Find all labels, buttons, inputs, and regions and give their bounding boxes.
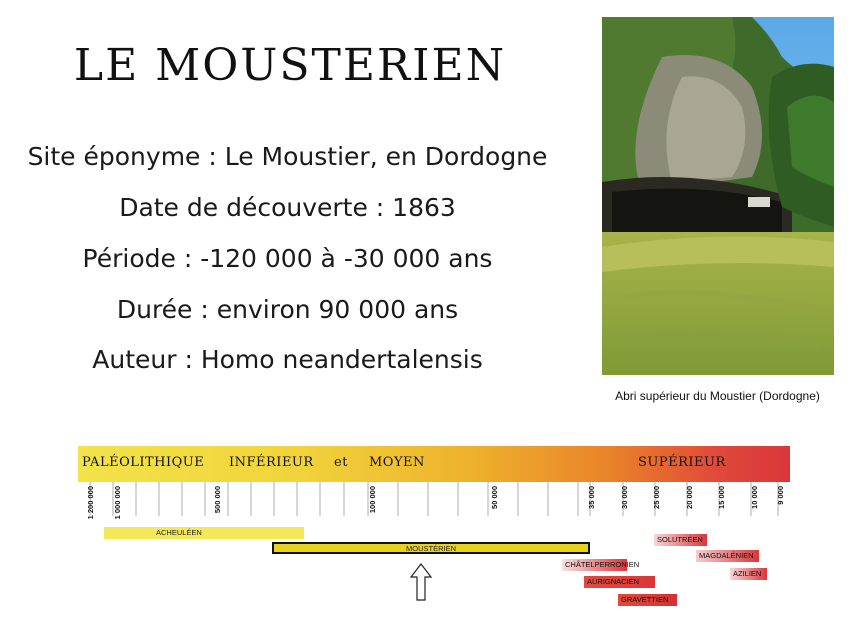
culture-aurignacien: AURIGNACIEN <box>584 576 655 588</box>
band-label-et: et <box>334 455 348 470</box>
timeline-ruler <box>78 482 790 522</box>
tick-label: 20 000 <box>685 486 694 509</box>
band-label-inferieur: INFÉRIEUR <box>229 455 314 470</box>
tick-label: 9 000 <box>776 486 785 505</box>
tick-label: 500 000 <box>213 486 222 514</box>
photo-caption: Abri supérieur du Moustier (Dordogne) <box>615 389 820 403</box>
rock-shelter-image <box>602 17 834 375</box>
culture-mousterien: MOUSTÉRIEN <box>272 542 590 554</box>
tick-label: 10 000 <box>750 486 759 509</box>
tick-label: 1 000 000 <box>113 486 122 520</box>
fact-periode: Période : -120 000 à -30 000 ans <box>82 244 493 273</box>
culture-azilien: AZILIEN <box>730 568 767 580</box>
tick-label: 35 000 <box>587 486 596 509</box>
fact-site: Site éponyme : Le Moustier, en Dordogne <box>27 142 548 171</box>
page-title: LE MOUSTERIEN <box>73 40 507 91</box>
tick-label: 1 200 000 <box>86 486 95 520</box>
site-photo <box>602 17 834 375</box>
tick-label: 15 000 <box>717 486 726 509</box>
fact-auteur: Auteur : Homo neandertalensis <box>92 345 483 374</box>
tick-label: 50 000 <box>490 486 499 509</box>
band-label-moyen: MOYEN <box>369 455 425 470</box>
tick-label: 100 000 <box>368 486 377 514</box>
up-arrow-icon <box>410 563 432 601</box>
band-label-superieur: SUPÉRIEUR <box>638 455 726 470</box>
culture-chatelperronien: CHÂTELPERRONIEN <box>562 559 627 571</box>
culture-solutreen: SOLUTRÉEN <box>654 534 707 546</box>
tick-label: 30 000 <box>620 486 629 509</box>
tick-label: 25 000 <box>652 486 661 509</box>
culture-gravettien: GRAVETTIEN <box>618 594 677 606</box>
timeline-band <box>78 446 790 482</box>
fact-duree: Durée : environ 90 000 ans <box>116 295 459 324</box>
culture-magdalenien: MAGDALÉNIEN <box>696 550 759 562</box>
culture-acheuleen: ACHEULÉEN <box>104 527 304 539</box>
fact-date: Date de découverte : 1863 <box>119 193 456 222</box>
band-label-paleo: PALÉOLITHIQUE <box>82 455 205 470</box>
